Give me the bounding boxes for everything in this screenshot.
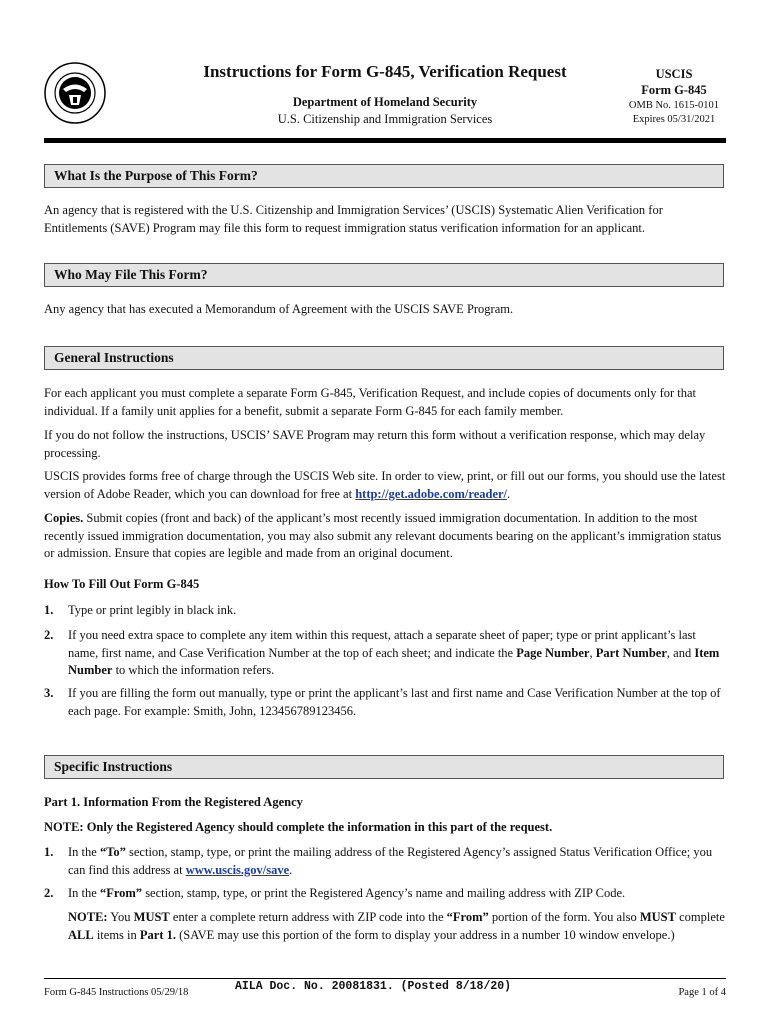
footer-aila-stamp: AILA Doc. No. 20081831. (Posted 8/18/20) — [235, 980, 512, 993]
section-heading-purpose: What Is the Purpose of This Form? — [44, 164, 724, 188]
section-heading-specific: Specific Instructions — [44, 755, 724, 779]
list-item: 2. In the “From” section, stamp, type, or print the Registered Agency’s name and mailing address with ZIP Code. — [44, 886, 626, 900]
part1-note: NOTE: Only the Registered Agency should complete the information in this part of the request. — [44, 820, 553, 834]
copies-paragraph: Copies. Submit copies (front and back) of the applicant’s most recently issued immigration documentation. In addition to the most recently issued immigration documentation, you may also submit any relevant documents bearing on the applicant’s immigration status or admission. Ensure that copies are legible and made from an original document. — [44, 511, 722, 560]
list-item: 3. If you are filling the form out manually, type or print the applicant’s last and first name and Case Verification Number at the top of each page. For example: Smith, John, 123456789123456. — [44, 686, 721, 718]
howto-heading: How To Fill Out Form G-845 — [44, 577, 200, 591]
adobe-reader-link[interactable]: http://get.adobe.com/reader/ — [355, 486, 508, 501]
part1-return-address-note: NOTE: You MUST enter a complete return address with ZIP code into the “From” portion of the form. You also MUST complete ALL items in Part 1. (SAVE may use this portion of the form to display your address in a number 10 window envelope.) — [68, 910, 725, 942]
who-text: Any agency that has executed a Memorandum of Agreement with the USCIS SAVE Program. — [44, 302, 514, 316]
omb-number: OMB No. 1615-0101 — [628, 100, 720, 111]
general-paragraph-3: USCIS provides forms free of charge through the USCIS Web site. In order to view, print, or fill out our forms, you should use the latest version of Adobe Reader, which you can download for free at http://get.adobe.com/reader/. — [44, 469, 726, 501]
list-item: 2. If you need extra space to complete any item within this request, attach a separate sheet of paper; type or print applicant’s last name, first name, and Case Verification Number at the top of each sheet; and indicate the Page Number, Part Number, and Item Number to which the information refers. — [44, 628, 720, 677]
purpose-text: An agency that is registered with the U.S. Citizenship and Immigration Services’ (USCIS) Systematic Alien Verification for Entitlements (SAVE) Program may file this form to request immigration status verification information for an applicant. — [44, 203, 663, 235]
section-heading-general: General Instructions — [44, 346, 724, 370]
footer-page-number: Page 1 of 4 — [678, 987, 726, 998]
list-item: 1. Type or print legibly in black ink. — [44, 603, 237, 617]
header-divider — [44, 138, 726, 143]
page-title: Instructions for Form G-845, Verification Request — [203, 62, 567, 81]
uscis-save-link[interactable]: www.uscis.gov/save — [185, 862, 290, 877]
section-heading-who: Who May File This Form? — [44, 263, 724, 287]
list-item: 1. In the “To” section, stamp, type, or print the mailing address of the Registered Agency’s assigned Status Verification Office; you can find this address at www.uscis.gov/save. — [44, 845, 713, 877]
department-name: Department of Homeland Security — [292, 95, 478, 109]
general-paragraph-2: If you do not follow the instructions, USCIS’ SAVE Program may return this form without a verification response, which may delay processing. — [44, 428, 706, 460]
footer-divider — [44, 978, 726, 979]
footer-form-edition: Form G-845 Instructions 05/29/18 — [44, 987, 189, 998]
uscis-label: USCIS — [655, 67, 693, 81]
dhs-seal-icon — [44, 62, 106, 124]
general-paragraph-1: For each applicant you must complete a separate Form G-845, Verification Request, and include copies of documents only for that individual. If a family unit applies for a benefit, submit a separate Form G-845 for each family member. — [44, 386, 697, 418]
expiration-date: Expires 05/31/2021 — [632, 114, 716, 125]
part1-heading: Part 1. Information From the Registered Agency — [44, 795, 303, 809]
form-number: Form G-845 — [641, 83, 707, 97]
agency-name: U.S. Citizenship and Immigration Services — [277, 112, 493, 126]
